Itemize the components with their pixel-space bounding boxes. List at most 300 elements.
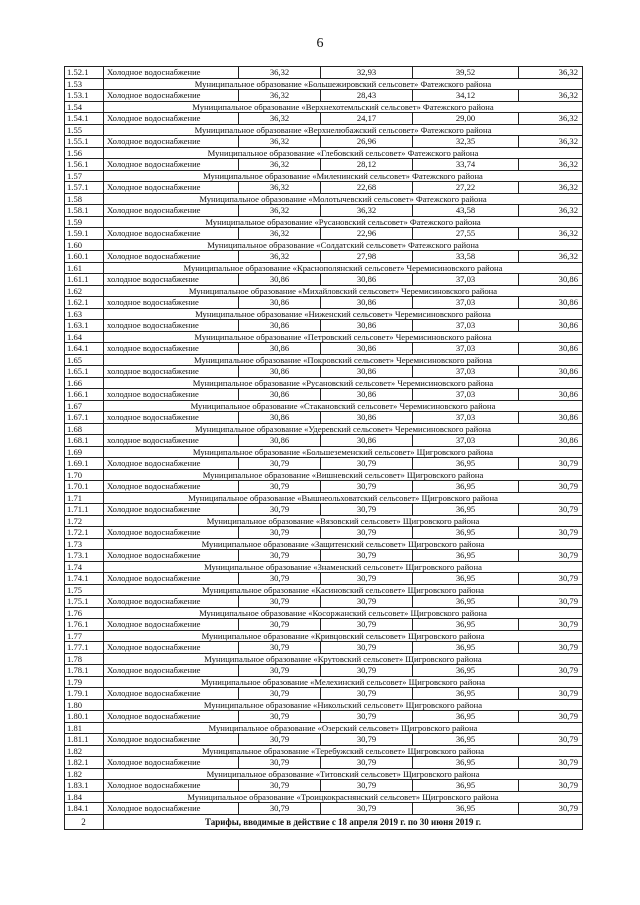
row-number: 1.75 [65, 584, 104, 596]
tariff-value: 30,86 [239, 320, 321, 332]
row-number: 1.80 [65, 699, 104, 711]
tariff-value: 36,32 [519, 228, 583, 240]
tariff-table-body [65, 67, 583, 830]
tariff-row [65, 389, 583, 401]
tariff-value: 24,17 [321, 113, 413, 125]
row-number: 1.69 [65, 446, 104, 458]
tariff-row [65, 573, 583, 585]
tariff-value: 37,03 [413, 320, 519, 332]
municipality-name: Муниципальное образование «Молотычевский сельсовет» Фатежского района [104, 193, 583, 205]
tariff-value: 36,32 [519, 159, 583, 171]
tariff-value: 36,32 [519, 113, 583, 125]
tariff-value: 37,03 [413, 297, 519, 309]
tariff-value: 36,32 [239, 205, 321, 217]
tariff-value: 30,79 [519, 481, 583, 493]
row-number: 1.74 [65, 561, 104, 573]
municipality-name: Муниципальное образование «Стакановский сельсовет» Черемисиновского района [104, 400, 583, 412]
row-number: 1.84.1 [65, 803, 104, 815]
row-number: 1.75.1 [65, 596, 104, 608]
tariff-value: 36,95 [413, 757, 519, 769]
tariff-value: 30,79 [519, 780, 583, 792]
tariff-row [65, 366, 583, 378]
municipality-header-row [65, 791, 583, 803]
service-name: Холодное водоснабжение [104, 596, 239, 608]
service-name: Холодное водоснабжение [104, 711, 239, 723]
municipality-name: Муниципальное образование «Защитенский сельсовет» Щигровского района [104, 538, 583, 550]
row-number: 1.68.1 [65, 435, 104, 447]
tariff-value: 39,52 [413, 67, 519, 79]
municipality-header-row [65, 239, 583, 251]
tariff-value: 30,86 [519, 389, 583, 401]
tariff-value: 30,86 [321, 297, 413, 309]
tariff-row [65, 481, 583, 493]
tariff-row [65, 780, 583, 792]
tariff-value: 36,32 [519, 67, 583, 79]
row-number: 1.57 [65, 170, 104, 182]
row-number: 1.53 [65, 78, 104, 90]
municipality-header-row [65, 584, 583, 596]
tariff-row [65, 435, 583, 447]
municipality-header-row [65, 331, 583, 343]
service-name: холодное водоснабжение [104, 343, 239, 355]
tariff-value: 30,79 [321, 665, 413, 677]
tariff-value: 30,79 [321, 780, 413, 792]
tariff-row [65, 412, 583, 424]
row-number: 1.61 [65, 262, 104, 274]
row-number: 1.63 [65, 308, 104, 320]
municipality-header-row [65, 676, 583, 688]
municipality-name: Муниципальное образование «Михайловский сельсовет» Черемисиновского района [104, 285, 583, 297]
tariff-value: 30,79 [321, 458, 413, 470]
tariff-value: 36,95 [413, 711, 519, 723]
municipality-header-row [65, 492, 583, 504]
tariff-value: 30,79 [321, 803, 413, 815]
municipality-header-row [65, 561, 583, 573]
tariff-value: 26,96 [321, 136, 413, 148]
row-number: 1.70.1 [65, 481, 104, 493]
municipality-header-row [65, 101, 583, 113]
municipality-header-row [65, 653, 583, 665]
municipality-name: Муниципальное образование «Крутовский сельсовет» Щигровского района [104, 653, 583, 665]
service-name: холодное водоснабжение [104, 297, 239, 309]
tariff-value: 30,79 [321, 596, 413, 608]
tariff-row [65, 688, 583, 700]
row-number: 1.52.1 [65, 67, 104, 79]
service-name: Холодное водоснабжение [104, 527, 239, 539]
tariff-value: 30,79 [321, 688, 413, 700]
tariff-row [65, 113, 583, 125]
tariff-value: 36,95 [413, 734, 519, 746]
municipality-header-row [65, 538, 583, 550]
municipality-header-row [65, 147, 583, 159]
row-number: 1.72 [65, 515, 104, 527]
section-number: 2 [65, 814, 104, 829]
row-number: 1.82 [65, 768, 104, 780]
row-number: 1.58.1 [65, 205, 104, 217]
municipality-name: Муниципальное образование «Титовский сельсовет» Щигровского района [104, 768, 583, 780]
municipality-header-row [65, 400, 583, 412]
tariff-row [65, 757, 583, 769]
row-number: 1.69.1 [65, 458, 104, 470]
tariff-value: 29,00 [413, 113, 519, 125]
tariff-value: 30,79 [239, 458, 321, 470]
row-number: 1.66 [65, 377, 104, 389]
tariff-value: 34,12 [413, 90, 519, 102]
municipality-name: Муниципальное образование «Русановский сельсовет» Фатежского района [104, 216, 583, 228]
tariff-value: 30,79 [239, 573, 321, 585]
municipality-header-row [65, 607, 583, 619]
tariff-row [65, 527, 583, 539]
tariff-value: 30,86 [321, 343, 413, 355]
tariff-value: 36,95 [413, 619, 519, 631]
tariff-value: 30,79 [519, 757, 583, 769]
tariff-value: 37,03 [413, 366, 519, 378]
municipality-name: Муниципальное образование «Русановский сельсовет» Черемисиновского района [104, 377, 583, 389]
tariff-value: 36,32 [519, 90, 583, 102]
municipality-name: Муниципальное образование «Никольский сельсовет» Щигровского района [104, 699, 583, 711]
service-name: Холодное водоснабжение [104, 113, 239, 125]
municipality-name: Муниципальное образование «Кривцовский сельсовет» Щигровского района [104, 630, 583, 642]
tariff-row [65, 596, 583, 608]
row-number: 1.58 [65, 193, 104, 205]
tariff-value: 30,86 [239, 389, 321, 401]
municipality-header-row [65, 423, 583, 435]
municipality-header-row [65, 170, 583, 182]
tariff-value: 28,43 [321, 90, 413, 102]
tariff-value: 30,86 [519, 366, 583, 378]
tariff-value: 30,79 [239, 688, 321, 700]
service-name: Холодное водоснабжение [104, 665, 239, 677]
tariff-value: 30,79 [239, 481, 321, 493]
municipality-header-row [65, 285, 583, 297]
row-number: 1.61.1 [65, 274, 104, 286]
service-name: Холодное водоснабжение [104, 550, 239, 562]
row-number: 1.71 [65, 492, 104, 504]
tariff-value: 36,95 [413, 780, 519, 792]
row-number: 1.80.1 [65, 711, 104, 723]
municipality-name: Муниципальное образование «Удеревский сельсовет» Черемисиновского района [104, 423, 583, 435]
tariff-value: 30,86 [519, 343, 583, 355]
tariff-value: 30,86 [321, 412, 413, 424]
tariff-value: 30,86 [321, 320, 413, 332]
tariff-value: 30,79 [239, 619, 321, 631]
tariff-value: 30,79 [239, 734, 321, 746]
tariff-value: 36,32 [239, 67, 321, 79]
tariff-value: 30,79 [519, 734, 583, 746]
municipality-name: Муниципальное образование «Большеземенский сельсовет» Щигровского района [104, 446, 583, 458]
municipality-name: Муниципальное образование «Вязовский сельсовет» Щигровского района [104, 515, 583, 527]
row-number: 1.56 [65, 147, 104, 159]
tariff-value: 36,95 [413, 642, 519, 654]
municipality-name: Муниципальное образование «Озерский сельсовет» Щигровского района [104, 722, 583, 734]
service-name: Холодное водоснабжение [104, 780, 239, 792]
service-name: Холодное водоснабжение [104, 182, 239, 194]
tariff-value: 32,35 [413, 136, 519, 148]
tariff-value: 27,98 [321, 251, 413, 263]
row-number: 1.77.1 [65, 642, 104, 654]
tariff-value: 30,79 [519, 711, 583, 723]
tariff-value: 36,95 [413, 688, 519, 700]
tariff-value: 30,79 [321, 504, 413, 516]
tariff-row [65, 90, 583, 102]
tariff-value: 36,95 [413, 527, 519, 539]
row-number: 1.71.1 [65, 504, 104, 516]
tariff-value: 30,86 [321, 389, 413, 401]
tariff-row [65, 297, 583, 309]
tariff-value: 36,95 [413, 596, 519, 608]
municipality-header-row [65, 699, 583, 711]
service-name: Холодное водоснабжение [104, 757, 239, 769]
tariff-value: 30,79 [239, 757, 321, 769]
row-number: 1.59.1 [65, 228, 104, 240]
municipality-name: Муниципальное образование «Теребужский сельсовет» Щигровского района [104, 745, 583, 757]
row-number: 1.82.1 [65, 757, 104, 769]
row-number: 1.81 [65, 722, 104, 734]
row-number: 1.65.1 [65, 366, 104, 378]
municipality-name: Муниципальное образование «Большежировский сельсовет» Фатежского района [104, 78, 583, 90]
tariff-value: 30,79 [321, 757, 413, 769]
municipality-name: Муниципальное образование «Краснополянский сельсовет» Черемисиновского района [104, 262, 583, 274]
tariff-value: 36,32 [239, 228, 321, 240]
row-number: 1.79 [65, 676, 104, 688]
municipality-header-row [65, 193, 583, 205]
row-number: 1.77 [65, 630, 104, 642]
row-number: 1.64 [65, 331, 104, 343]
service-name: Холодное водоснабжение [104, 619, 239, 631]
row-number: 1.84 [65, 791, 104, 803]
row-number: 1.70 [65, 469, 104, 481]
municipality-name: Муниципальное образование «Знаменский сельсовет» Щигровского района [104, 561, 583, 573]
tariff-value: 30,79 [519, 665, 583, 677]
row-number: 1.78 [65, 653, 104, 665]
tariff-value: 37,03 [413, 343, 519, 355]
tariff-row [65, 458, 583, 470]
tariff-row [65, 320, 583, 332]
service-name: Холодное водоснабжение [104, 251, 239, 263]
service-name: Холодное водоснабжение [104, 136, 239, 148]
tariff-value: 30,79 [321, 527, 413, 539]
municipality-name: Муниципальное образование «Вышнеольховатский сельсовет» Щигровского района [104, 492, 583, 504]
tariff-row [65, 665, 583, 677]
tariff-value: 36,32 [519, 182, 583, 194]
tariff-value: 30,86 [321, 435, 413, 447]
municipality-header-row [65, 768, 583, 780]
tariff-value: 30,79 [519, 642, 583, 654]
row-number: 1.68 [65, 423, 104, 435]
municipality-header-row [65, 308, 583, 320]
municipality-name: Муниципальное образование «Миленинский сельсовет» Фатежского района [104, 170, 583, 182]
tariff-value: 36,32 [519, 205, 583, 217]
tariff-row [65, 550, 583, 562]
row-number: 1.73 [65, 538, 104, 550]
municipality-name: Муниципальное образование «Мелехинский сельсовет» Щигровского района [104, 676, 583, 688]
municipality-name: Муниципальное образование «Глебовский сельсовет» Фатежского района [104, 147, 583, 159]
municipality-name: Муниципальное образование «Петровский сельсовет» Черемисиновского района [104, 331, 583, 343]
tariff-value: 36,32 [321, 205, 413, 217]
row-number: 1.74.1 [65, 573, 104, 585]
row-number: 1.81.1 [65, 734, 104, 746]
municipality-header-row [65, 377, 583, 389]
tariff-value: 32,93 [321, 67, 413, 79]
row-number: 1.54.1 [65, 113, 104, 125]
row-number: 1.62.1 [65, 297, 104, 309]
tariff-value: 30,79 [519, 803, 583, 815]
municipality-name: Муниципальное образование «Солдатский сельсовет» Фатежского района [104, 239, 583, 251]
service-name: холодное водоснабжение [104, 435, 239, 447]
service-name: холодное водоснабжение [104, 274, 239, 286]
service-name: Холодное водоснабжение [104, 504, 239, 516]
tariff-value: 36,32 [239, 251, 321, 263]
tariff-value: 36,95 [413, 665, 519, 677]
municipality-name: Муниципальное образование «Касиновский сельсовет» Щигровского района [104, 584, 583, 596]
tariff-value: 30,79 [239, 642, 321, 654]
tariff-value: 30,86 [519, 297, 583, 309]
tariff-value: 36,32 [519, 136, 583, 148]
row-number: 1.82 [65, 745, 104, 757]
tariff-row [65, 711, 583, 723]
municipality-header-row [65, 745, 583, 757]
tariff-value: 30,86 [239, 366, 321, 378]
row-number: 1.59 [65, 216, 104, 228]
tariff-value: 37,03 [413, 274, 519, 286]
municipality-header-row [65, 78, 583, 90]
tariff-value: 30,79 [239, 550, 321, 562]
tariff-value: 30,86 [239, 343, 321, 355]
service-name: холодное водоснабжение [104, 320, 239, 332]
row-number: 1.60 [65, 239, 104, 251]
service-name: Холодное водоснабжение [104, 688, 239, 700]
tariff-value: 36,95 [413, 550, 519, 562]
section-title: Тарифы, вводимые в действие с 18 апреля 2019 г. по 30 июня 2019 г. [104, 814, 583, 829]
row-number: 1.57.1 [65, 182, 104, 194]
tariff-row [65, 182, 583, 194]
tariff-value: 30,86 [239, 297, 321, 309]
municipality-header-row [65, 630, 583, 642]
service-name: Холодное водоснабжение [104, 159, 239, 171]
tariff-row [65, 67, 583, 79]
municipality-header-row [65, 722, 583, 734]
municipality-name: Муниципальное образование «Верхнехотемльский сельсовет» Фатежского района [104, 101, 583, 113]
municipality-name: Муниципальное образование «Ниженский сельсовет» Черемисиновского района [104, 308, 583, 320]
tariff-value: 30,79 [239, 780, 321, 792]
row-number: 1.63.1 [65, 320, 104, 332]
tariff-value: 30,79 [239, 596, 321, 608]
row-number: 1.56.1 [65, 159, 104, 171]
row-number: 1.72.1 [65, 527, 104, 539]
tariff-value: 30,79 [519, 619, 583, 631]
tariff-value: 30,79 [321, 734, 413, 746]
row-number: 1.55 [65, 124, 104, 136]
row-number: 1.83.1 [65, 780, 104, 792]
row-number: 1.65 [65, 354, 104, 366]
tariff-value: 36,32 [239, 136, 321, 148]
row-number: 1.79.1 [65, 688, 104, 700]
tariff-row [65, 619, 583, 631]
tariff-value: 30,79 [519, 458, 583, 470]
row-number: 1.55.1 [65, 136, 104, 148]
row-number: 1.76 [65, 607, 104, 619]
section-footer-row [65, 814, 583, 829]
tariff-value: 36,32 [239, 159, 321, 171]
municipality-name: Муниципальное образование «Троицкокраснянский сельсовет» Щигровского района [104, 791, 583, 803]
row-number: 1.64.1 [65, 343, 104, 355]
tariff-row [65, 205, 583, 217]
service-name: Холодное водоснабжение [104, 228, 239, 240]
tariff-value: 22,96 [321, 228, 413, 240]
municipality-name: Муниципальное образование «Косоржанский сельсовет» Щигровского района [104, 607, 583, 619]
service-name: Холодное водоснабжение [104, 458, 239, 470]
tariff-value: 30,86 [321, 366, 413, 378]
tariff-value: 33,74 [413, 159, 519, 171]
service-name: Холодное водоснабжение [104, 481, 239, 493]
tariff-value: 30,79 [321, 619, 413, 631]
tariff-value: 30,79 [519, 688, 583, 700]
tariff-value: 30,79 [321, 573, 413, 585]
municipality-header-row [65, 446, 583, 458]
municipality-header-row [65, 354, 583, 366]
tariff-row [65, 228, 583, 240]
municipality-header-row [65, 124, 583, 136]
tariff-value: 28,12 [321, 159, 413, 171]
tariff-value: 30,79 [519, 550, 583, 562]
tariff-value: 30,86 [519, 435, 583, 447]
tariff-row [65, 251, 583, 263]
tariff-value: 30,86 [519, 320, 583, 332]
row-number: 1.67.1 [65, 412, 104, 424]
tariff-value: 36,95 [413, 504, 519, 516]
tariff-value: 36,95 [413, 573, 519, 585]
tariff-row [65, 274, 583, 286]
tariff-value: 30,79 [239, 665, 321, 677]
municipality-name: Муниципальное образование «Покровский сельсовет» Черемисиновского района [104, 354, 583, 366]
municipality-header-row [65, 469, 583, 481]
tariff-value: 30,79 [519, 596, 583, 608]
tariff-row [65, 803, 583, 815]
tariff-value: 30,79 [321, 550, 413, 562]
tariff-value: 30,79 [519, 573, 583, 585]
row-number: 1.76.1 [65, 619, 104, 631]
tariff-value: 30,79 [519, 504, 583, 516]
service-name: Холодное водоснабжение [104, 734, 239, 746]
tariff-value: 30,79 [321, 711, 413, 723]
service-name: Холодное водоснабжение [104, 205, 239, 217]
municipality-header-row [65, 262, 583, 274]
service-name: Холодное водоснабжение [104, 67, 239, 79]
tariff-value: 37,03 [413, 412, 519, 424]
row-number: 1.54 [65, 101, 104, 113]
tariff-row [65, 343, 583, 355]
tariff-value: 36,95 [413, 481, 519, 493]
tariff-value: 30,79 [321, 481, 413, 493]
tariff-row [65, 734, 583, 746]
tariff-value: 36,95 [413, 458, 519, 470]
tariff-value: 30,86 [239, 435, 321, 447]
service-name: холодное водоснабжение [104, 389, 239, 401]
row-number: 1.62 [65, 285, 104, 297]
tariff-value: 37,03 [413, 389, 519, 401]
service-name: Холодное водоснабжение [104, 642, 239, 654]
row-number: 1.66.1 [65, 389, 104, 401]
row-number: 1.67 [65, 400, 104, 412]
tariff-value: 30,79 [239, 711, 321, 723]
tariff-row [65, 504, 583, 516]
service-name: холодное водоснабжение [104, 412, 239, 424]
tariff-value: 30,86 [321, 274, 413, 286]
tariff-value: 27,22 [413, 182, 519, 194]
tariff-value: 36,95 [413, 803, 519, 815]
row-number: 1.78.1 [65, 665, 104, 677]
service-name: Холодное водоснабжение [104, 573, 239, 585]
